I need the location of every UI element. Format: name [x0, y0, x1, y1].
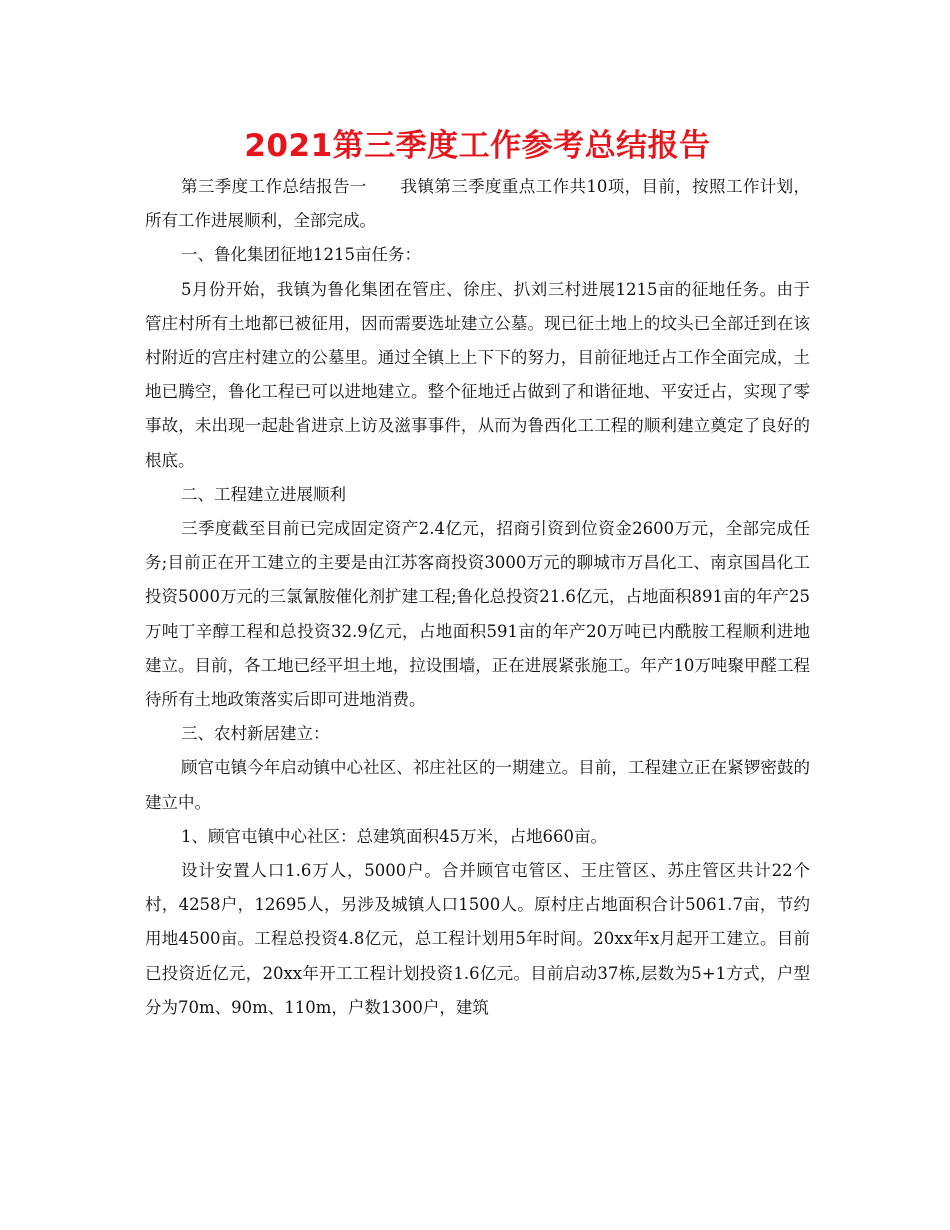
heading-section-2: 二、工程建立进展顺利	[181, 484, 346, 504]
document-body	[145, 170, 810, 1025]
heading-subsection-1: 1、顾官屯镇中心社区：总建筑面积45万米，占地660亩。	[181, 826, 607, 846]
heading-section-3: 三、农村新居建立：	[181, 724, 330, 744]
paragraph-section-3: 顾官屯镇今年启动镇中心社区、祁庄社区的一期建立。目前，工程建立正在紧锣密鼓的建立中。	[145, 758, 810, 812]
document-page	[145, 122, 810, 1025]
paragraph-section-1: 5月份开始，我镇为鲁化集团在管庄、徐庄、扒刘三村进展1215亩的征地任务。由于管庄村所有土地都已被征用，因而需要选址建立公墓。现已征土地上的坟头已全部迁到在该村附近的宫庄村建立的公墓里。通过全镇上上下下的努力，目前征地迁占工作全面完成，土地已腾空，鲁化工程已可以进地建立。整个征地迁占做到了和谐征地、平安迁占，实现了零事故，未出现一起赴省进京上访及滋事事件，从而为鲁西化工工程的顺利建立奠定了良好的根底。	[145, 279, 810, 470]
paragraph-intro: 第三季度工作总结报告一 我镇第三季度重点工作共10项，目前，按照工作计划，所有工作进展顺利，全部完成。	[145, 177, 810, 231]
paragraph-subsection-1: 设计安置人口1.6万人，5000户。合并顾官屯管区、王庄管区、苏庄管区共计22个村，4258户，12695人，另涉及城镇人口1500人。原村庄占地面积合计5061.7亩，节约用地4500亩。工程总投资4.8亿元，总工程计划用5年时间。20xx年x月起开工建立。目前已投资近亿元，20xx年开工工程计划投资1.6亿元。目前启动37栋,层数为5+1方式，户型分为70m、90m、110m，户数1300户，建筑	[145, 861, 810, 1017]
heading-section-1: 一、鲁化集团征地1215亩任务：	[181, 245, 421, 265]
paragraph-section-2: 三季度截至目前已完成固定资产2.4亿元，招商引资到位资金2600万元，全部完成任务;目前正在开工建立的主要是由江苏客商投资3000万元的聊城市万昌化工、南京国昌化工投资5000万元的三氯氰胺催化剂扩建工程;鲁化总投资21.6亿元，占地面积891亩的年产25万吨丁辛醇工程和总投资32.9亿元，占地面积591亩的年产20万吨已内酰胺工程顺利进地建立。目前，各工地已经平坦土地，拉设围墙，正在进展紧张施工。年产10万吨聚甲醛工程待所有土地政策落实后即可进地消费。	[145, 519, 810, 710]
document-title: 2021第三季度工作参考总结报告	[244, 128, 711, 164]
